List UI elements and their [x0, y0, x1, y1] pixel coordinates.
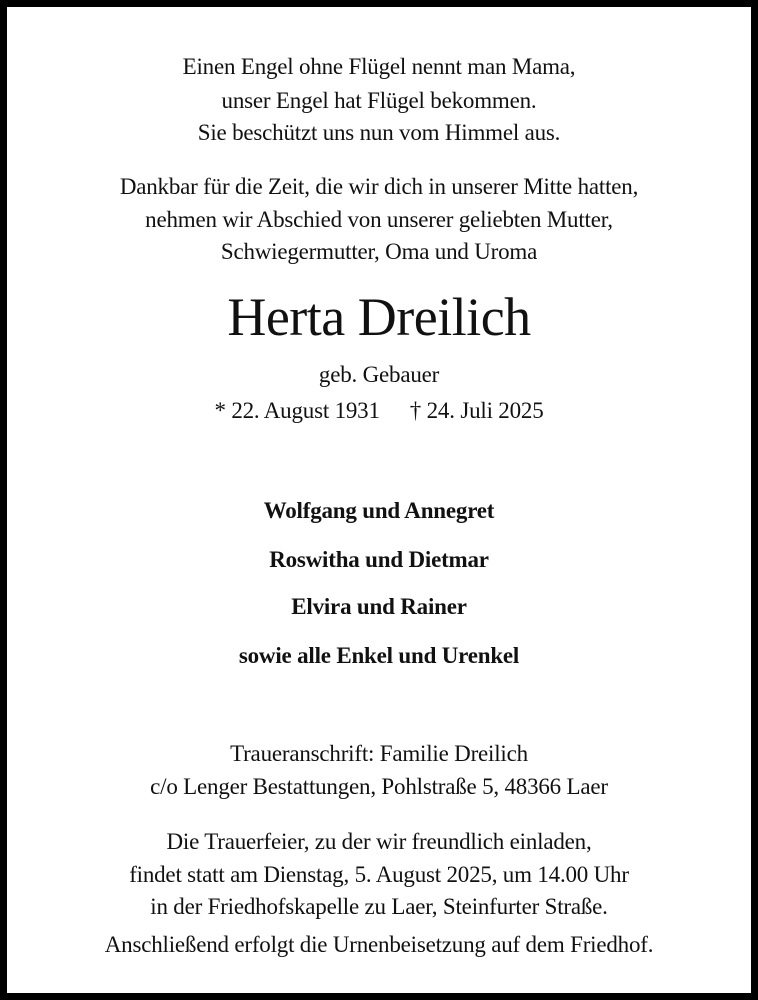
birth-date: * 22. August 1931: [214, 398, 380, 423]
deceased-name: Herta Dreilich: [227, 287, 531, 347]
mourner-line-4: sowie alle Enkel und Urenkel: [238, 643, 520, 668]
intro-line-2: nehmen wir Abschied von unserer geliebten Mutter,: [145, 207, 613, 232]
service-line-3: in der Friedhofskapelle zu Laer, Steinfurter Straße.: [150, 894, 608, 919]
life-dates: [7, 396, 751, 426]
death-date: † 24. Juli 2025: [409, 398, 544, 423]
address-line-2: c/o Lenger Bestattungen, Pohlstraße 5, 48366 Laer: [150, 774, 608, 799]
intro-line-1: Dankbar für die Zeit, die wir dich in unserer Mitte hatten,: [119, 174, 639, 199]
service-line-2: findet statt am Dienstag, 5. August 2025, um 14.00 Uhr: [129, 862, 629, 887]
poem-line-2: unser Engel hat Flügel bekommen.: [221, 88, 537, 113]
service-line-4: Anschließend erfolgt die Urnenbeisetzung auf dem Friedhof.: [104, 932, 654, 957]
poem-line-1: Einen Engel ohne Flügel nennt man Mama,: [182, 54, 576, 79]
maiden-name: geb. Gebauer: [318, 362, 440, 387]
intro-line-3: Schwiegermutter, Oma und Uroma: [220, 239, 538, 264]
mourner-line-3: Elvira und Rainer: [291, 594, 467, 619]
poem-line-3: Sie beschützt uns nun vom Himmel aus.: [197, 120, 561, 145]
address-line-1: Traueranschrift: Familie Dreilich: [230, 741, 528, 766]
mourner-line-1: Wolfgang und Annegret: [263, 498, 495, 523]
service-line-1: Die Trauerfeier, zu der wir freundlich einladen,: [166, 829, 592, 854]
mourner-line-2: Roswitha und Dietmar: [269, 547, 489, 572]
